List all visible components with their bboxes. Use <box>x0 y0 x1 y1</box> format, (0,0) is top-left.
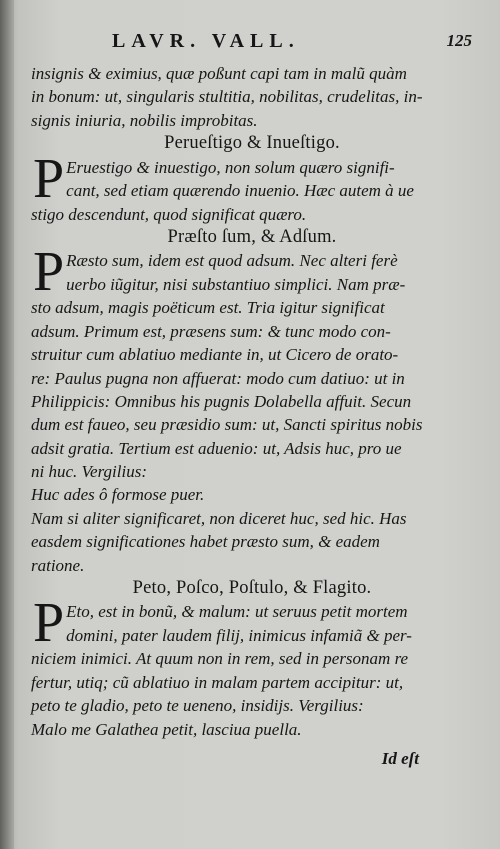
text-line: easdem significationes habet præsto sum, & eadem <box>31 532 380 552</box>
body-text <box>31 62 473 770</box>
text-line: Huc ades ô formose puer. <box>31 485 205 505</box>
text-line: uerbo iũgitur, nisi substantiuo simplici. Nam præ- <box>66 274 406 294</box>
paragraph <box>31 147 473 226</box>
page-gutter-shadow <box>0 0 14 849</box>
paragraph <box>31 592 473 741</box>
running-title: LAVR. VALL. <box>112 30 300 52</box>
text-line: adsit gratia. Tertium est aduenio: ut, Adsis huc, pro ue <box>31 438 402 458</box>
text-line: sto adsum, magis poëticum est. Tria igitur significat <box>31 298 385 318</box>
section-heading: Perueſtigo & Inueſtigo. <box>164 133 340 154</box>
text-line: Eto, est in bonũ, & malum: ut seruus petit mortem <box>66 602 408 622</box>
text-line: domini, pater laudem filij, inimicus infamiã & per- <box>66 625 412 645</box>
text-line: Malo me Galathea petit, lasciua puella. <box>31 719 302 739</box>
text-line: fertur, utiq; cũ ablatiuo in malam partem accipitur: ut, <box>31 672 404 692</box>
text-line: dum est faueo, seu præsidio sum: ut, Sancti spiritus nobis <box>31 415 423 435</box>
text-line: re: Paulus pugna non affuerat: modo cum datiuo: ut in <box>31 368 405 388</box>
drop-cap: P <box>33 241 65 304</box>
text-line: cant, sed etiam quærendo inuenio. Hæc autem à ue <box>66 180 414 200</box>
drop-cap: P <box>33 592 65 655</box>
text-line: peto te gladio, peto te ueneno, insidijs. Vergilius: <box>31 696 364 716</box>
intro-lines <box>31 62 473 132</box>
catchword: Id eſt <box>381 748 419 768</box>
text-line: signis iniuria, nobilis improbitas. <box>31 110 258 130</box>
text-line: stigo descendunt, quod significat quæro. <box>31 204 307 224</box>
text-line: ratione. <box>31 555 85 575</box>
page-number: 125 <box>446 31 472 50</box>
drop-cap: P <box>33 147 65 210</box>
text-line: adsum. Primum est, præsens sum: & tunc modo con- <box>31 321 391 341</box>
section-heading: Præſto ſum, & Adſum. <box>167 226 337 247</box>
text-line: niciem inimici. At quum non in rem, sed in personam re <box>31 649 409 669</box>
text-line: struitur cum ablatiuo mediante in, ut Cicero de orato- <box>31 345 399 365</box>
text-line: Philippicis: Omnibus his pugnis Dolabella affuit. Secun <box>31 391 412 411</box>
page-header <box>0 30 500 58</box>
text-line: Ræsto sum, idem est quod adsum. Nec alteri ferè <box>66 251 398 271</box>
text-line: insignis & eximius, quæ poßunt capi tam in malũ quàm <box>31 64 407 83</box>
text-line: in bonum: ut, singularis stultitia, nobilitas, crudelitas, in- <box>31 87 423 107</box>
text-line: Nam si aliter significaret, non diceret huc, sed hic. Has <box>31 508 407 528</box>
text-line: ni huc. Vergilius: <box>31 462 147 482</box>
text-line: Eruestigo & inuestigo, non solum quæro signifi- <box>66 157 395 177</box>
paragraph <box>31 241 473 577</box>
section-heading: Peto, Poſco, Poſtulo, & Flagito. <box>132 578 372 599</box>
